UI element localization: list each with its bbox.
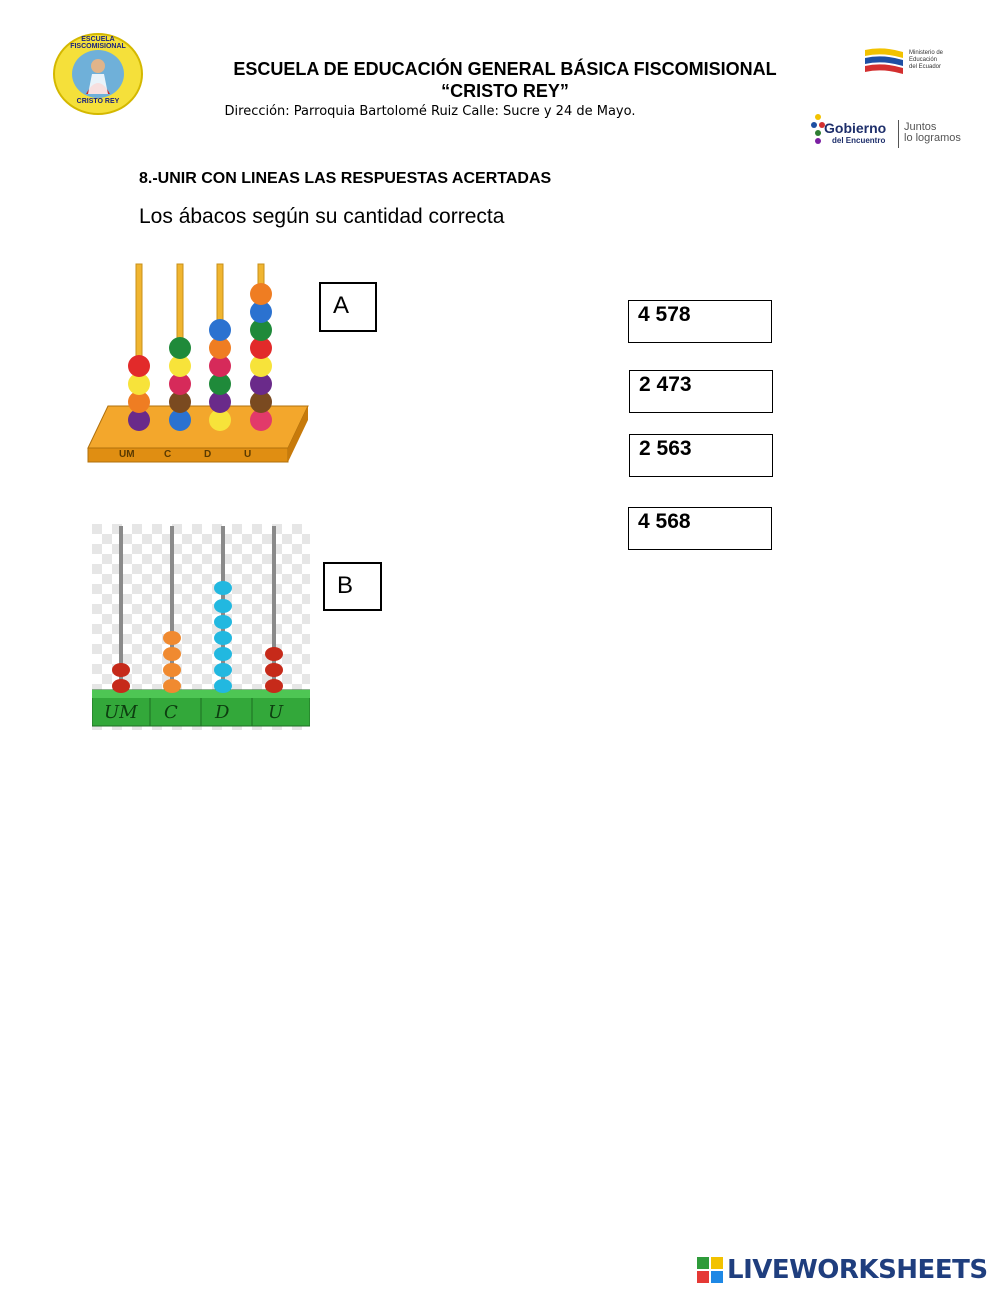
abacus-a-label-c: C [164,449,172,460]
liveworksheets-brand [697,1255,988,1285]
answer-box-2[interactable]: 2 473 [629,370,773,413]
abacus-b-image [92,524,310,730]
letter-box-b[interactable]: B [323,562,382,611]
answer-box-4[interactable]: 4 568 [628,507,772,550]
school-quote: “CRISTO REY” [441,81,569,101]
abacus-b-label-um: UM [104,702,138,723]
abacus-a-label-um: UM [119,449,135,460]
abacus-a-image [86,260,310,465]
school-name: ESCUELA DE EDUCACIÓN GENERAL BÁSICA FISCOMISIONAL [233,59,777,79]
abacus-a-label-u: U [244,449,252,460]
juntos-line-2: lo logramos [904,132,961,144]
juntos-line-1: Juntos [904,121,937,133]
school-address: Dirección: Parroquia Bartolomé Ruiz Calle: Sucre y 24 de Mayo. [224,104,636,119]
liveworksheets-text: LIVEWORKSHEETS [727,1255,988,1285]
answer-box-3[interactable]: 2 563 [629,434,773,477]
ministry-line-1: Ministerio de [909,50,944,56]
abacus-a-label-d: D [204,449,212,460]
gobierno-text: Gobierno [824,120,887,136]
liveworksheets-logo-icon [697,1257,723,1283]
letter-box-a[interactable]: A [319,282,377,332]
logo-text-bottom: CRISTO REY [76,98,120,105]
ministry-logo [863,46,963,80]
ministry-line-3: del Ecuador [909,64,942,70]
gobierno-sub: del Encuentro [832,136,886,145]
abacus-b-label-c: C [164,702,178,723]
gobierno-logo [810,110,970,150]
abacus-b-label-u: U [268,702,284,723]
school-header [150,58,860,102]
ministry-line-2: Educación [909,57,938,63]
logo-text-top: ESCUELA FISCOMISIONAL [70,36,126,50]
exercise-instruction: 8.-UNIR CON LINEAS LAS RESPUESTAS ACERTADAS [139,170,552,187]
exercise-subtitle: Los ábacos según su cantidad correcta [139,205,505,228]
abacus-b-label-d: D [215,702,230,723]
answer-box-1[interactable]: 4 578 [628,300,772,343]
